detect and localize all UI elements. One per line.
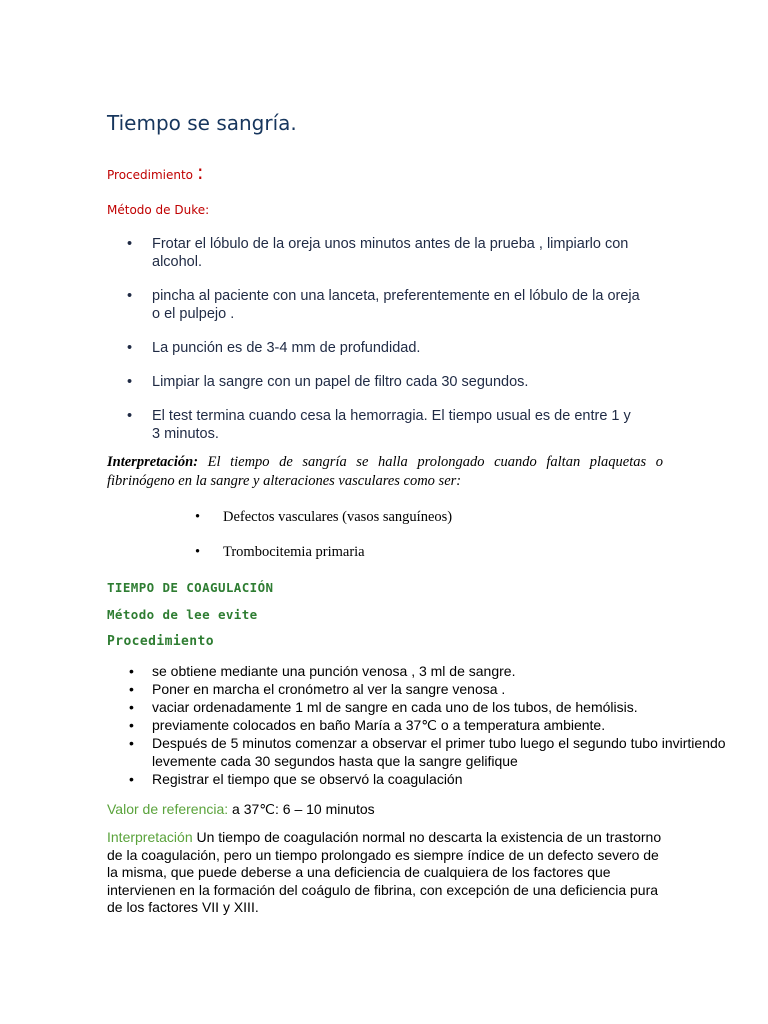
interpretacion-text: El tiempo de sangría se halla prolongado cuando faltan plaquetas o fibrinógeno en la sangre y alteraciones vasculares como ser: bbox=[107, 454, 663, 489]
valor-text: a 37℃: 6 – 10 minutos bbox=[228, 801, 375, 817]
coag-steps-list bbox=[107, 662, 732, 788]
list-item: • pincha al paciente con una lanceta, preferentemente en el lóbulo de la oreja o el pulpejo . bbox=[107, 287, 642, 323]
valor-label: Valor de referencia: bbox=[107, 801, 229, 817]
interpretacion2-text: Un tiempo de coagulación normal no descarta la existencia de un trastorno de la coagulación, pero un tiempo prolongado es siempre índice de un defecto severo de la misma, que puede deberse a una deficiencia de cualquiera de los factores que intervienen en la formación del coágulo de fibrina, con excepción de una deficiencia pura de los factores VII y XIII. bbox=[107, 829, 662, 915]
metodo-duke-heading: Método de Duke: bbox=[107, 203, 210, 217]
coagulacion-heading: TIEMPO DE COAGULACIÓN bbox=[107, 580, 274, 595]
list-item: • Defectos vasculares (vasos sanguíneos) bbox=[195, 509, 452, 526]
list-item: • Frotar el lóbulo de la oreja unos minutos antes de la prueba , limpiarlo con alcohol. bbox=[107, 235, 642, 271]
procedimiento-colon: : bbox=[196, 160, 204, 184]
interpretacion-label: Interpretación: bbox=[107, 454, 199, 470]
alteraciones-list bbox=[195, 509, 452, 561]
duke-steps-list bbox=[107, 235, 642, 459]
interpretacion2-paragraph bbox=[107, 829, 670, 917]
list-item: • La punción es de 3-4 mm de profundidad. bbox=[107, 339, 642, 357]
list-item: • Registrar el tiempo que se observó la coagulación bbox=[107, 770, 732, 788]
list-item: • Después de 5 minutos comenzar a observar el primer tubo luego el segundo tubo invirtiendo levemente cada 30 segundos hasta que la sangre gelifique bbox=[107, 734, 732, 770]
interpretacion2-label: Interpretación bbox=[107, 829, 193, 845]
list-item: • vaciar ordenadamente 1 ml de sangre en cada uno de los tubos, de hemólisis. bbox=[107, 698, 732, 716]
procedimiento-heading bbox=[107, 160, 204, 184]
list-item: • Poner en marcha el cronómetro al ver la sangre venosa . bbox=[107, 680, 732, 698]
valor-referencia bbox=[107, 801, 375, 818]
list-item: • Limpiar la sangre con un papel de filtro cada 30 segundos. bbox=[107, 373, 642, 391]
coag-procedimiento-heading: Procedimiento bbox=[107, 634, 214, 649]
page-title: Tiempo se sangría. bbox=[107, 111, 297, 135]
procedimiento-label: Procedimiento bbox=[107, 168, 194, 182]
interpretacion-paragraph bbox=[107, 453, 663, 491]
list-item: • se obtiene mediante una punción venosa , 3 ml de sangre. bbox=[107, 662, 732, 680]
list-item: • Trombocitemia primaria bbox=[195, 544, 452, 561]
list-item: • previamente colocados en baño María a 37℃ o a temperatura ambiente. bbox=[107, 716, 732, 734]
list-item: • El test termina cuando cesa la hemorragia. El tiempo usual es de entre 1 y 3 minutos. bbox=[107, 407, 642, 443]
metodo-lee-heading: Método de lee evite bbox=[107, 607, 258, 622]
